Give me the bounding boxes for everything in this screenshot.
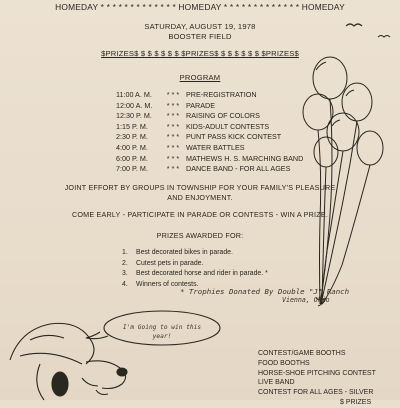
prizes-awarded-title: PRIZES AWARDED FOR:	[156, 231, 244, 240]
award-number: 2.	[122, 259, 128, 267]
schedule-time: 12:00 A. M.	[116, 100, 153, 110]
list-item: $ PRIZES	[340, 398, 372, 406]
list-item: HORSE-SHOE PITCHING CONTEST	[258, 369, 376, 377]
schedule-time: 6:00 P. M.	[116, 153, 148, 163]
schedule-stars: * * *	[166, 142, 180, 152]
award-number: 4.	[122, 280, 128, 288]
note-enjoyment: AND ENJOYMENT.	[167, 193, 233, 202]
note-come-early: COME EARLY - PARTICIPATE IN PARADE OR CONTESTS - WIN A PRIZE.	[71, 210, 329, 219]
event-date: SATURDAY, AUGUST 19, 1978	[144, 22, 256, 31]
schedule-event: RAISING OF COLORS	[186, 111, 260, 121]
schedule-time: 1:15 P. M.	[116, 121, 148, 131]
schedule-event: DANCE BAND - FOR ALL AGES	[186, 164, 291, 174]
event-location: BOOSTER FIELD	[168, 32, 232, 41]
schedule-stars: * * *	[166, 90, 180, 99]
list-item: LIVE BAND	[258, 379, 295, 387]
prizes-banner: $PRIZES$ $ $ $ $ $ $ $PRIZES$ $ $ $ $ $ $ $PRIZES$	[101, 49, 299, 58]
list-item: CONTEST FOR ALL AGES - SILVER	[258, 389, 374, 397]
schedule-time: 12:30 P. M.	[116, 111, 152, 121]
award-text: Best decorated bikes in parade.	[136, 249, 233, 256]
award-text: Best decorated horse and rider in parade. *	[136, 270, 268, 277]
schedule-stars: * * *	[166, 111, 180, 121]
schedule-event: KIDS-ADULT CONTESTS	[186, 121, 270, 131]
homeday-banner: HOMEDAY * * * * * * * * * * * * * HOMEDAY * * * * * * * * * * * * * HOMEDAY	[55, 2, 345, 12]
list-item: FOOD BOOTHS	[258, 359, 310, 367]
award-text: Cutest pets in parade.	[136, 259, 204, 267]
schedule-event: PRE-REGISTRATION	[186, 90, 257, 99]
booths-list	[258, 349, 376, 408]
award-number: 3.	[122, 270, 128, 277]
schedule-time: 11:00 A. M.	[116, 90, 152, 99]
schedule-stars: * * *	[166, 132, 180, 142]
schedule-stars: * * *	[166, 121, 180, 131]
award-text: Winners of contests.	[136, 280, 199, 288]
schedule-time: 7:00 P. M.	[116, 164, 148, 174]
note-joint-effort: JOINT EFFORT BY GROUPS IN TOWNSHIP FOR YOUR FAMILY'S PLEASURE	[64, 183, 336, 192]
schedule-event: MATHEWS H. S. MARCHING BAND	[186, 153, 304, 163]
handwritten-trophies-note: * Trophies Donated By Double "J" Ranch	[180, 287, 350, 296]
list-item: CONTEST/GAME BOOTHS	[258, 350, 346, 357]
schedule-event: WATER BATTLES	[186, 142, 245, 152]
schedule-stars: * * *	[166, 164, 180, 174]
award-number: 1.	[122, 249, 128, 256]
schedule-stars: * * *	[166, 153, 180, 163]
schedule-event: PARADE	[186, 100, 216, 110]
schedule-stars: * * *	[166, 100, 180, 110]
schedule-time: 4:00 P. M.	[116, 142, 148, 152]
handwritten-location: Vienna, Ohio	[282, 296, 330, 304]
speech-bubble-text: I'm Going to win this year!	[122, 324, 202, 340]
schedule-event: PUNT PASS KICK CONTEST	[186, 132, 282, 142]
program-title: PROGRAM	[179, 73, 221, 82]
schedule-time: 2:30 P. M.	[116, 132, 148, 142]
